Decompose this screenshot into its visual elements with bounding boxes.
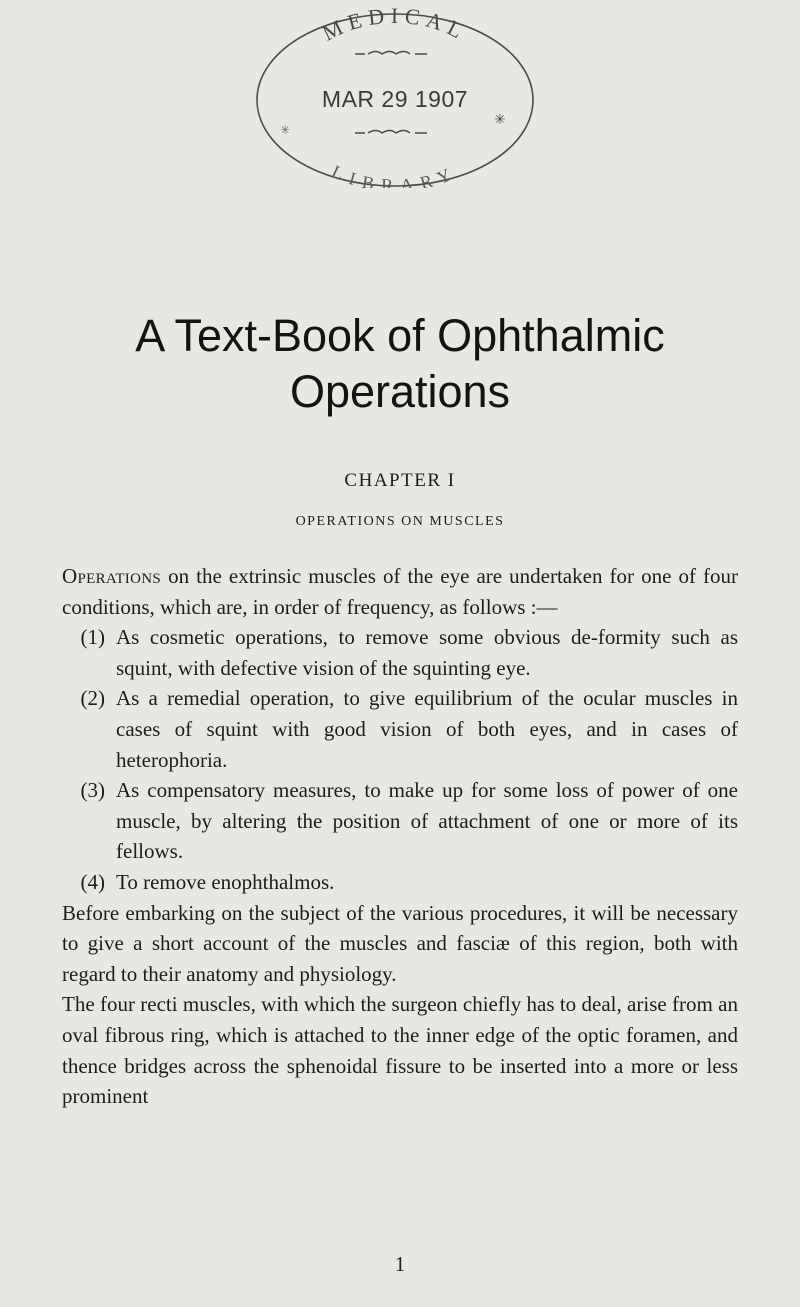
list-item-text: As compensatory measures, to make up for some loss of power of one muscle, by altering the position of attachment of one or more of its fellows. [116,778,738,864]
list-item-number: (3) [80,778,105,803]
list-item-number: (2) [80,686,105,711]
paragraph-muscles-intro: Before embarking on the subject of the various procedures, it will be necessary to give a short account of the muscles and fasciæ of this region, both with regard to their anatomy and physiology. [62,900,738,986]
list-item [62,683,738,775]
intro-paragraph [62,561,738,622]
list-item-number: (1) [80,625,105,650]
stamp-arc-text: MEDICAL [318,8,473,46]
intro-text: on the extrinsic muscles of the eye are undertaken for one of four conditions, which are, in order of frequency, as follows :— [62,564,738,619]
list-item-text: As cosmetic operations, to remove some obvious de-formity such as squint, with defective vision of the squinting eye. [116,625,738,680]
section-heading: OPERATIONS ON MUSCLES [295,514,505,529]
list-item [62,867,738,898]
body-text [62,561,738,1112]
svg-text:✳: ✳ [280,123,291,137]
list-item-text: As a remedial operation, to give equilibrium of the ocular muscles in cases of squint with good vision of both eyes, and in cases of heterophoria. [116,686,738,772]
list-item-number: (4) [80,869,105,894]
book-title [0,308,800,420]
stamp-date: MAR 29 1907 [321,86,469,112]
intro-lead-word: Operations [62,564,162,588]
list-item-text: To remove enophthalmos. [116,869,335,894]
list-item [62,622,738,683]
list-item [62,775,738,867]
chapter-heading: CHAPTER I [344,470,456,491]
library-stamp [250,8,540,188]
svg-text:MEDICAL [318,8,472,46]
title-line-2: Operations [289,366,511,417]
page-number: 1 [394,1252,406,1276]
svg-text:✳: ✳ [494,112,506,128]
paragraph-recti: The four recti muscles, with which the surgeon chiefly has to deal, arise from an oval fibrous ring, which is attached to the inner edge of the optic foramen, and thence bridges across the sphenoidal fissure to be inserted into a more or less prominent [62,992,738,1109]
stamp-bottom-text: LIBRARY [328,161,462,188]
title-line-1: A Text-Book of Ophthalmic [135,310,665,361]
svg-text:LIBRARY [329,161,462,188]
